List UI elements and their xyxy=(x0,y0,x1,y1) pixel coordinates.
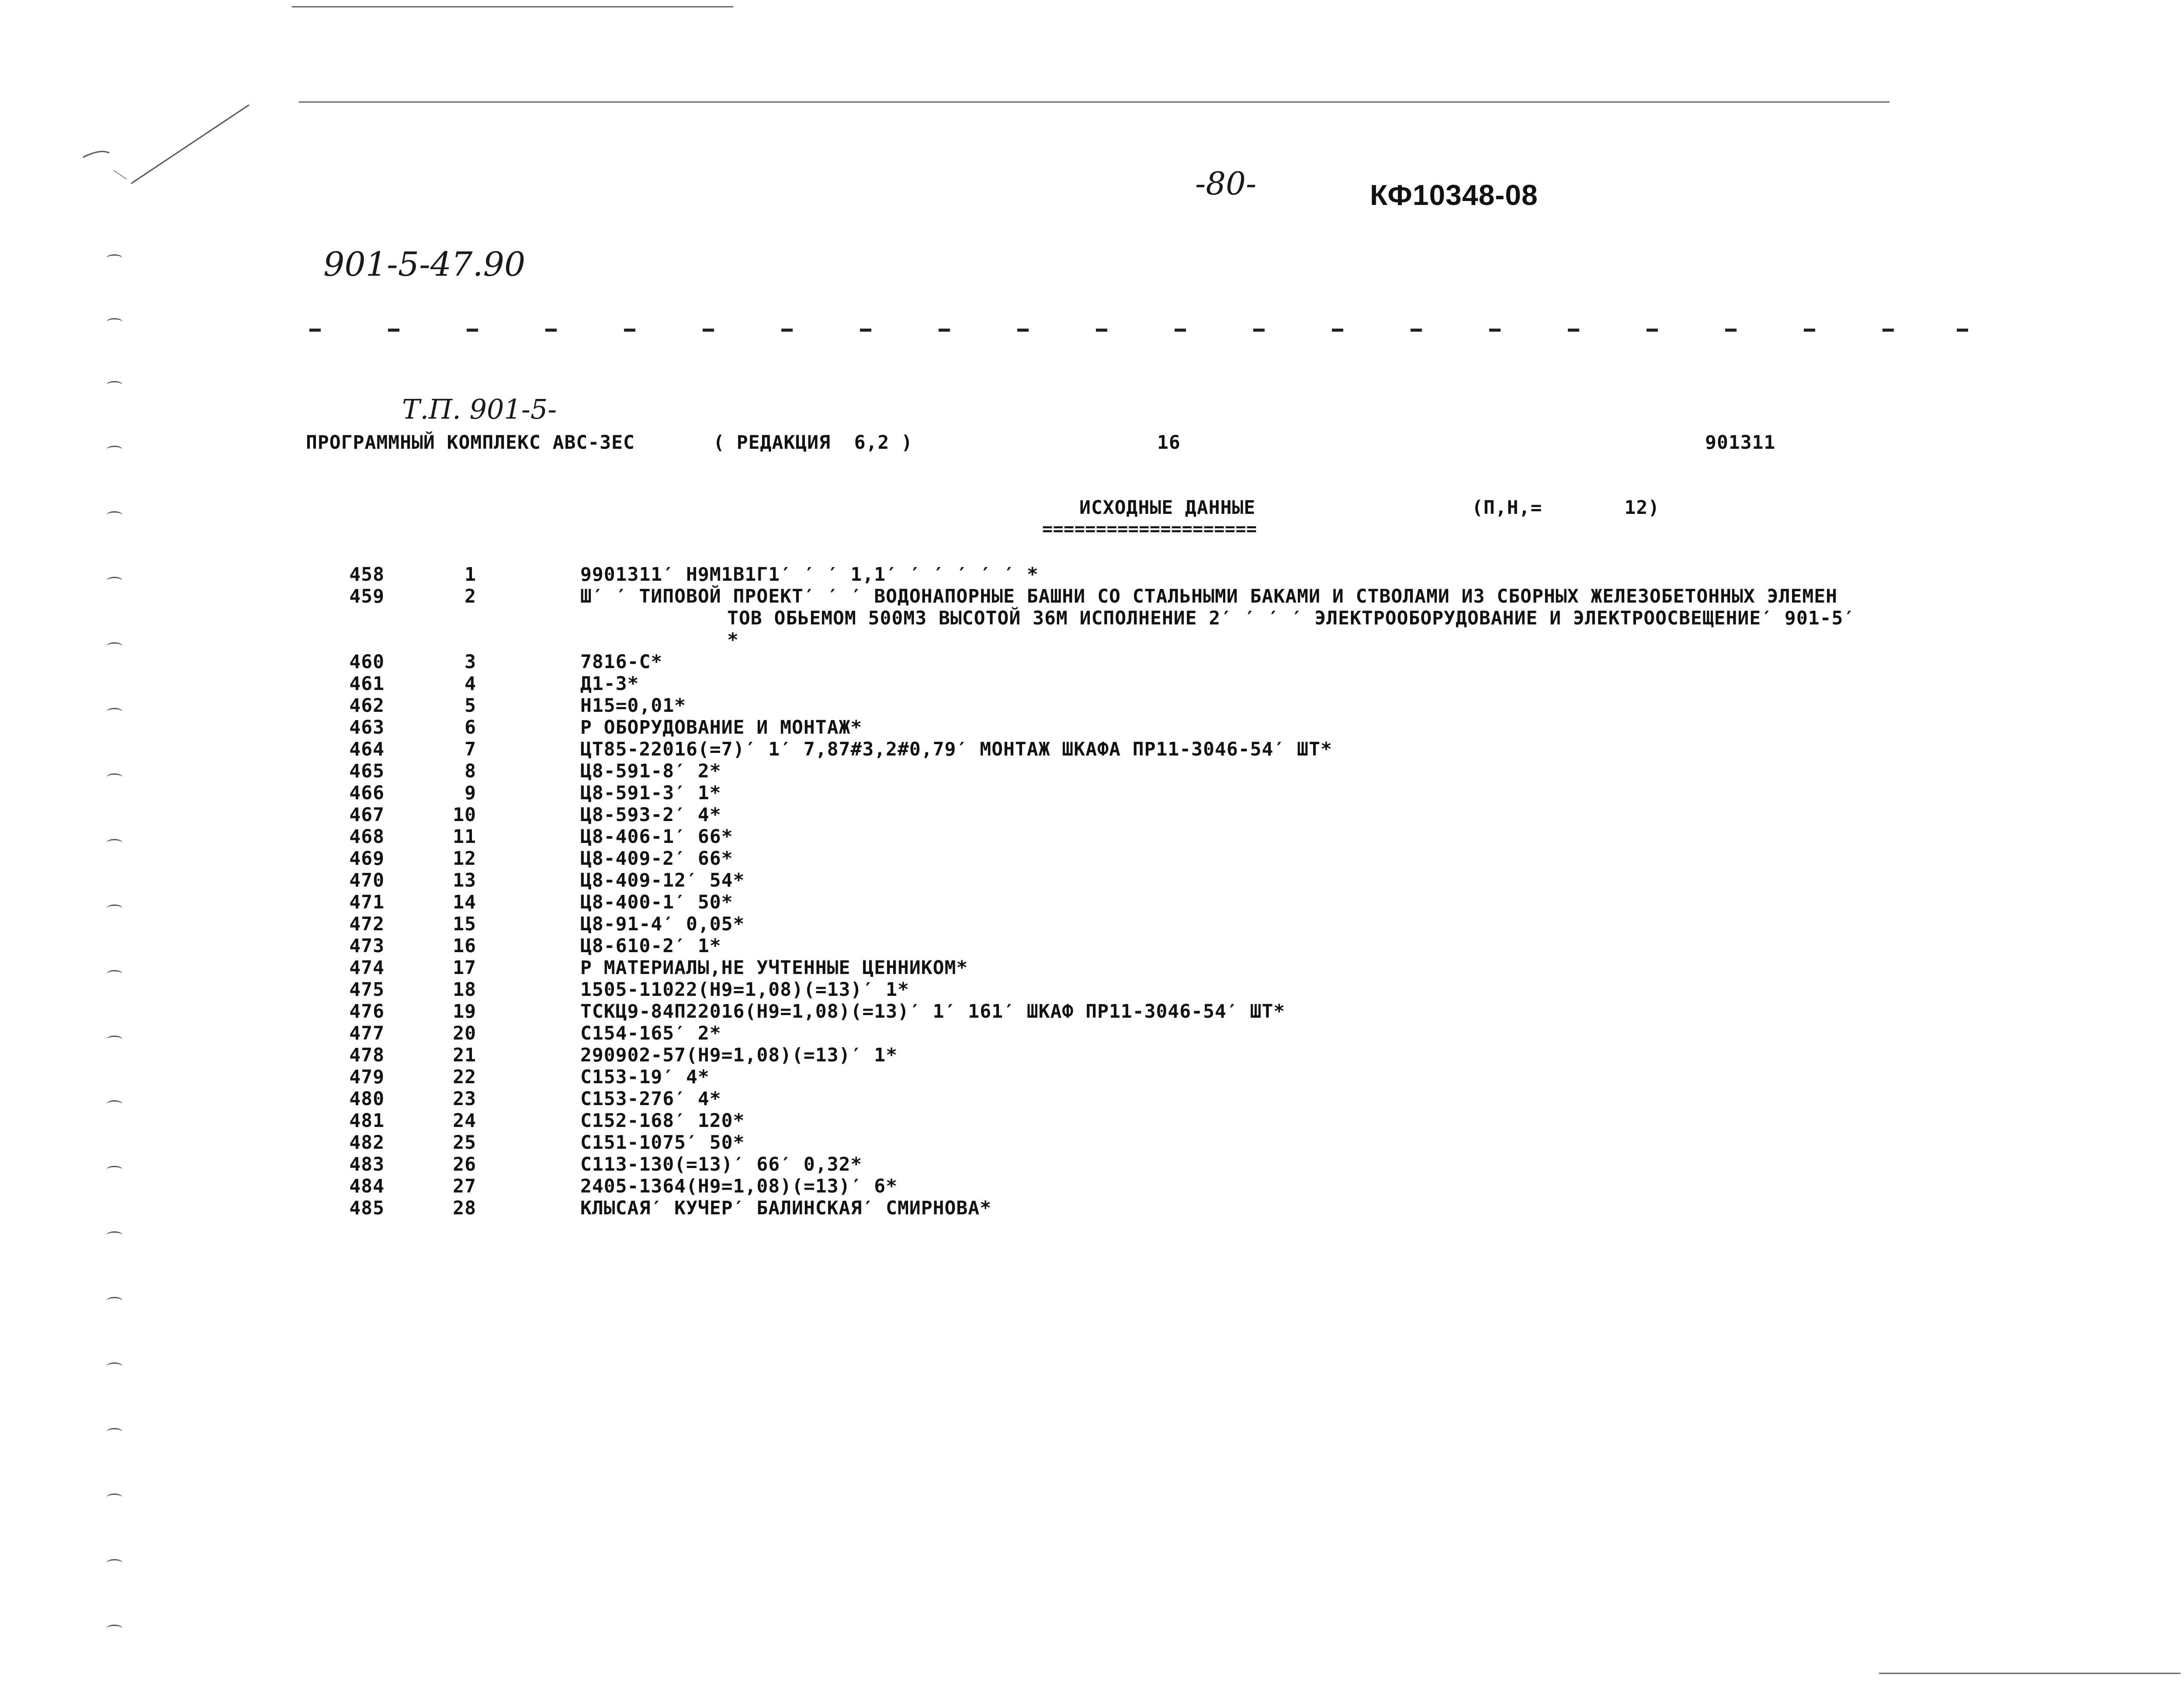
sequence-number: 6 xyxy=(465,717,476,738)
record-text: Ц8-406-1′ 66* xyxy=(580,826,733,848)
sequence-number: 11 xyxy=(453,826,476,848)
line-number: 468 xyxy=(349,826,385,848)
separator-dash xyxy=(1882,329,1894,332)
punch-hole xyxy=(107,1297,122,1304)
scan-mark xyxy=(44,96,262,210)
list-item xyxy=(0,957,2184,979)
record-text: 7816-С* xyxy=(580,651,663,673)
separator-dash xyxy=(1568,329,1579,332)
punch-hole xyxy=(107,1428,122,1435)
record-text: С154-165′ 2* xyxy=(580,1022,721,1044)
separator-dash xyxy=(624,329,635,332)
sequence-number: 1 xyxy=(465,564,476,586)
record-text: Р ОБОРУДОВАНИЕ И МОНТАЖ* xyxy=(580,717,863,738)
separator-dash xyxy=(1489,329,1501,332)
line-number: 466 xyxy=(349,782,385,804)
sequence-number: 7 xyxy=(465,738,476,760)
line-number: 481 xyxy=(349,1110,385,1132)
punch-hole xyxy=(107,318,122,326)
record-text: ЦТ85-22016(=7)′ 1′ 7,87#3,2#0,79′ МОНТАЖ ШКАФА ПР11-3046-54′ ШТ* xyxy=(580,738,1332,760)
record-text: С153-276′ 4* xyxy=(580,1088,721,1110)
punch-hole xyxy=(107,1231,122,1239)
sequence-number: 4 xyxy=(465,673,476,695)
document-code: КФ10348-08 xyxy=(1370,179,1538,211)
line-number: 470 xyxy=(349,870,385,891)
record-text: Ц8-610-2′ 1* xyxy=(580,935,721,957)
separator-dash xyxy=(1332,329,1343,332)
handwritten-project-mark: 901-5-47.90 xyxy=(323,245,526,284)
separator-dash xyxy=(1647,329,1658,332)
section-underline: ==================== xyxy=(1042,519,1257,539)
sequence-number: 15 xyxy=(453,913,476,935)
list-item xyxy=(0,564,2184,586)
punch-hole xyxy=(107,642,122,650)
sequence-number: 9 xyxy=(465,782,476,804)
punch-hole xyxy=(107,254,122,262)
line-number: 475 xyxy=(349,979,385,1001)
record-text: КЛЫСАЯ′ КУЧЕР′ БАЛИНСКАЯ′ СМИРНОВА* xyxy=(580,1197,992,1219)
record-text: Д1-3* xyxy=(580,673,639,695)
list-item xyxy=(0,891,2184,913)
separator-dash xyxy=(1957,329,1968,332)
section-param: (П,Н,= 12) xyxy=(1472,497,1660,519)
sequence-number: 2 xyxy=(465,586,476,607)
list-item xyxy=(0,651,2184,673)
line-number: 463 xyxy=(349,717,385,738)
record-text: Ц8-409-12′ 54* xyxy=(580,870,745,891)
separator-dash xyxy=(388,329,399,332)
sequence-number: 12 xyxy=(453,848,476,870)
list-item xyxy=(0,1154,2184,1175)
line-number: 477 xyxy=(349,1022,385,1044)
separator-dash xyxy=(309,329,321,332)
separator-dash xyxy=(1804,329,1815,332)
continuation-line: * xyxy=(727,629,739,651)
line-number: 483 xyxy=(349,1154,385,1175)
sequence-number: 18 xyxy=(453,979,476,1001)
line-number: 464 xyxy=(349,738,385,760)
record-text: Н15=0,01* xyxy=(580,695,686,717)
separator-dash xyxy=(1175,329,1186,332)
continuation-line: ТОВ ОБЬЕМОМ 500М3 ВЫСОТОЙ 36М ИСПОЛНЕНИЕ 2′ ′ ′ ′ ЭЛЕКТРООБОРУДОВАНИЕ И ЭЛЕКТРООСВЕЩЕНИЕ′ 901-5′ xyxy=(727,607,1855,629)
list-item xyxy=(0,695,2184,717)
punch-hole xyxy=(107,1494,122,1501)
separator-dash xyxy=(545,329,557,332)
line-number: 462 xyxy=(349,695,385,717)
line-number: 476 xyxy=(349,1001,385,1022)
line-number: 484 xyxy=(349,1175,385,1197)
line-number: 480 xyxy=(349,1088,385,1110)
sequence-number: 20 xyxy=(453,1022,476,1044)
list-item xyxy=(0,717,2184,738)
line-number: 467 xyxy=(349,804,385,826)
separator-dash xyxy=(1253,329,1265,332)
list-item xyxy=(0,979,2184,1001)
record-text: Ц8-91-4′ 0,05* xyxy=(580,913,745,935)
list-item xyxy=(0,586,2184,607)
list-item xyxy=(0,760,2184,782)
top-rule-long xyxy=(299,101,1889,103)
sequence-number: 14 xyxy=(453,891,476,913)
record-text: 9901311′ Н9М1В1Г1′ ′ ′ 1,1′ ′ ′ ′ ′ ′ * xyxy=(580,564,1039,586)
record-text: Ц8-591-8′ 2* xyxy=(580,760,721,782)
sequence-number: 13 xyxy=(453,870,476,891)
line-number: 482 xyxy=(349,1132,385,1154)
list-item xyxy=(0,1001,2184,1022)
punch-hole xyxy=(107,1362,122,1370)
separator-dash xyxy=(1725,329,1737,332)
edition-label: ( РЕДАКЦИЯ 6,2 ) xyxy=(713,432,913,454)
section-title: ИСХОДНЫЕ ДАННЫЕ xyxy=(1079,497,1256,519)
sequence-number: 23 xyxy=(453,1088,476,1110)
punch-hole xyxy=(107,381,122,388)
handwritten-page-number: -80- xyxy=(1195,165,1257,202)
sequence-number: 27 xyxy=(453,1175,476,1197)
record-text: 1505-11022(Н9=1,08)(=13)′ 1* xyxy=(580,979,909,1001)
bottom-right-rule xyxy=(1879,1673,2181,1674)
list-item xyxy=(0,1022,2184,1044)
list-item xyxy=(0,848,2184,870)
list-item xyxy=(0,870,2184,891)
top-rule-short xyxy=(292,6,733,7)
separator-dash xyxy=(703,329,714,332)
list-item xyxy=(0,738,2184,760)
record-text: Ц8-593-2′ 4* xyxy=(580,804,721,826)
record-text: 2405-1364(Н9=1,08)(=13)′ 6* xyxy=(580,1175,898,1197)
separator-dash xyxy=(939,329,950,332)
list-item xyxy=(0,913,2184,935)
sequence-number: 22 xyxy=(453,1066,476,1088)
sequence-number: 10 xyxy=(453,804,476,826)
list-item xyxy=(0,673,2184,695)
sequence-number: 8 xyxy=(465,760,476,782)
separator-dash xyxy=(860,329,871,332)
sequence-number: 16 xyxy=(453,935,476,957)
sequence-number: 24 xyxy=(453,1110,476,1132)
list-item xyxy=(0,826,2184,848)
separator-dash xyxy=(1017,329,1029,332)
list-item xyxy=(0,1066,2184,1088)
separator-dash xyxy=(1411,329,1422,332)
record-text: Ш′ ′ ТИПОВОЙ ПРОЕКТ′ ′ ′ ВОДОНАПОРНЫЕ БАШНИ СО СТАЛЬНЫМИ БАКАМИ И СТВОЛАМИ ИЗ СБОРНЫХ ЖЕЛЕЗОБЕТОННЫХ ЭЛЕМЕН xyxy=(580,586,1838,607)
record-text: Ц8-400-1′ 50* xyxy=(580,891,733,913)
list-item xyxy=(0,782,2184,804)
record-text: Р МАТЕРИАЛЫ,НЕ УЧТЕННЫЕ ЦЕННИКОМ* xyxy=(580,957,968,979)
sequence-number: 3 xyxy=(465,651,476,673)
punch-hole xyxy=(107,1559,122,1567)
list-item xyxy=(0,1175,2184,1197)
separator-dash xyxy=(1096,329,1107,332)
list-item xyxy=(0,1197,2184,1219)
project-code: 901311 xyxy=(1705,432,1776,454)
sequence-number: 25 xyxy=(453,1132,476,1154)
line-number: 465 xyxy=(349,760,385,782)
list-item xyxy=(0,1132,2184,1154)
record-text: ТСКЦ9-84П22016(Н9=1,08)(=13)′ 1′ 161′ ШКАФ ПР11-3046-54′ ШТ* xyxy=(580,1001,1286,1022)
sequence-number: 19 xyxy=(453,1001,476,1022)
line-number: 479 xyxy=(349,1066,385,1088)
handwritten-tp-mark: Т.П. 901-5- xyxy=(402,393,557,425)
list-item xyxy=(0,1110,2184,1132)
line-number: 474 xyxy=(349,957,385,979)
list-item xyxy=(0,804,2184,826)
line-number: 469 xyxy=(349,848,385,870)
line-number: 459 xyxy=(349,586,385,607)
line-number: 458 xyxy=(349,564,385,586)
line-number: 473 xyxy=(349,935,385,957)
separator-dash xyxy=(467,329,478,332)
line-number: 472 xyxy=(349,913,385,935)
line-number: 478 xyxy=(349,1044,385,1066)
record-text: Ц8-591-3′ 1* xyxy=(580,782,721,804)
list-item xyxy=(0,1044,2184,1066)
separator-dash xyxy=(781,329,793,332)
sequence-number: 26 xyxy=(453,1154,476,1175)
page-number: 16 xyxy=(1157,432,1181,454)
record-text: С152-168′ 120* xyxy=(580,1110,745,1132)
punch-hole xyxy=(107,1625,122,1632)
line-number: 471 xyxy=(349,891,385,913)
sequence-number: 21 xyxy=(453,1044,476,1066)
line-number: 485 xyxy=(349,1197,385,1219)
sequence-number: 17 xyxy=(453,957,476,979)
record-text: Ц8-409-2′ 66* xyxy=(580,848,733,870)
punch-hole xyxy=(107,446,122,453)
record-text: С153-19′ 4* xyxy=(580,1066,710,1088)
punch-hole xyxy=(107,511,122,519)
record-text: 290902-57(Н9=1,08)(=13)′ 1* xyxy=(580,1044,898,1066)
program-name: ПРОГРАММНЫЙ КОМПЛЕКС АВС-3ЕС xyxy=(306,432,635,454)
list-item xyxy=(0,935,2184,957)
line-number: 461 xyxy=(349,673,385,695)
sequence-number: 5 xyxy=(465,695,476,717)
record-text: С113-130(=13)′ 66′ 0,32* xyxy=(580,1154,863,1175)
sequence-number: 28 xyxy=(453,1197,476,1219)
line-number: 460 xyxy=(349,651,385,673)
list-item xyxy=(0,1088,2184,1110)
record-text: С151-1075′ 50* xyxy=(580,1132,745,1154)
